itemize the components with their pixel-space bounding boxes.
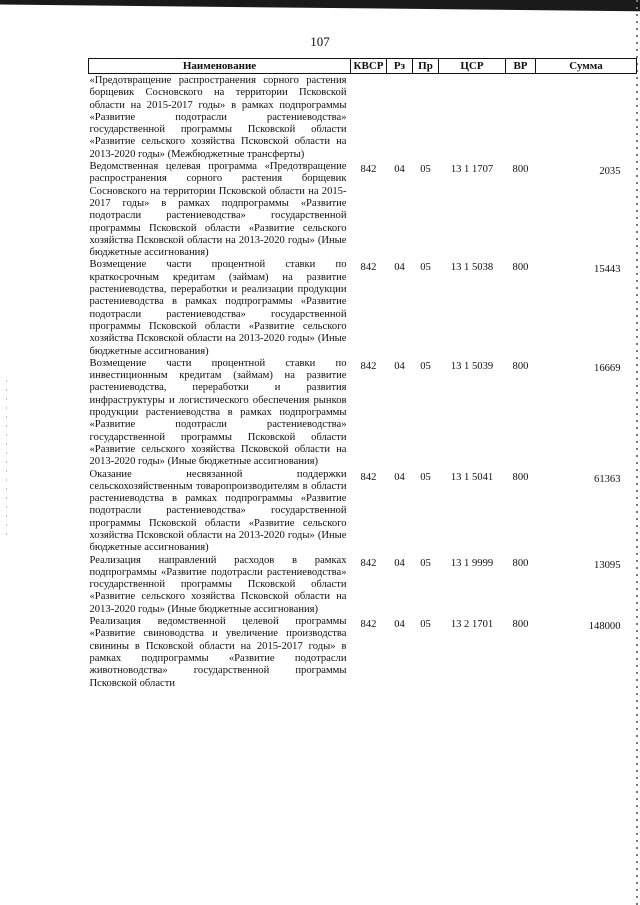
row-kvsr: 842 — [360, 164, 377, 176]
row-kvsr: 842 — [360, 262, 377, 274]
row-sum — [536, 74, 637, 162]
row-kvsr: 842 — [360, 619, 377, 631]
row-pr: 05 — [420, 262, 431, 274]
header-pr: Пр — [413, 59, 439, 74]
row-pr — [413, 74, 439, 162]
row-csr — [439, 74, 506, 162]
row-kvsr: 842 — [360, 360, 377, 372]
table-row — [89, 74, 637, 162]
row-name: Реализация ведомственной целевой программы «Развитие свиноводства и увеличение производства свинины в Псковской области на 2015-2017 годы» в рамках подпрограммы «Развитие подотрасли животноводства» государственной программы Псковской области — [89, 616, 347, 689]
row-sum: 61363 — [594, 473, 621, 485]
table-row — [89, 259, 637, 357]
row-csr: 13 1 1707 — [450, 164, 494, 176]
row-name: Оказание несвязанной поддержки сельскохозяйственным товаропроизводителям в области растениеводства в рамках подпрограммы «Развитие подотрасли растениеводства» государственной программы Псковской области «Развитие сельского хозяйства Псковской области на 2013-2020 годы» (Иные бюджетные ассигнования) — [89, 468, 347, 554]
row-vr: 800 — [512, 557, 529, 569]
table-row — [89, 358, 637, 469]
scan-top-border — [0, 0, 640, 12]
row-vr: 800 — [512, 471, 529, 483]
row-vr: 800 — [512, 262, 529, 274]
row-rz: 04 — [394, 557, 405, 569]
budget-table — [88, 58, 637, 690]
row-vr: 800 — [512, 619, 529, 631]
row-name: Возмещение части процентной ставки по инвестиционным кредитам (займам) на развитие растениеводства, переработки и развития инфраструктуры и логистического обеспечения рынков продукции растениеводства в рамках подпрограммы «Развитие подотрасли растениеводства» государственной программы Псковской области «Развитие сельского хозяйства Псковской области на 2013-2020 годы» (Иные бюджетные ассигнования) — [89, 357, 347, 468]
header-vr: ВР — [506, 59, 536, 74]
header-kvsr: КВСР — [351, 59, 387, 74]
row-name: Ведомственная целевая программа «Предотвращение распространения сорного растения борщевик Сосновского на территории Псковской области на 2015-2017 годы» в рамках подпрограммы «Развитие подотрасли растениеводства» государственной программы Псковской области «Развитие сельского хозяйства Псковской области на 2013-2020 годы» (Иные бюджетные ассигнования) — [89, 161, 347, 259]
row-name: Реализация направлений расходов в рамках подпрограммы «Развитие подотрасли растениеводства» государственной программы Псковской области «Развитие сельского хозяйства Псковской области на 2013-2020 годы» (Иные бюджетные ассигнования) — [89, 554, 347, 615]
row-pr: 05 — [420, 619, 431, 631]
table-row — [89, 555, 637, 616]
page-number: 107 — [310, 34, 330, 49]
row-rz — [387, 74, 413, 162]
row-vr — [506, 74, 536, 162]
row-sum: 16669 — [594, 362, 621, 374]
header-name: Наименование — [89, 59, 351, 74]
row-kvsr: 842 — [360, 557, 377, 569]
table-row — [89, 161, 637, 259]
row-sum: 2035 — [599, 166, 621, 178]
row-sum: 13095 — [594, 559, 621, 571]
scan-left-edge — [6, 380, 7, 540]
row-rz: 04 — [394, 360, 405, 372]
row-sum: 148000 — [588, 621, 621, 633]
row-csr: 13 2 1701 — [450, 619, 494, 631]
row-kvsr — [351, 74, 387, 162]
row-csr: 13 1 9999 — [450, 557, 494, 569]
table-row — [89, 469, 637, 555]
row-vr: 800 — [512, 360, 529, 372]
row-kvsr: 842 — [360, 471, 377, 483]
row-pr: 05 — [420, 471, 431, 483]
row-rz: 04 — [394, 619, 405, 631]
header-csr: ЦСР — [439, 59, 506, 74]
row-rz: 04 — [394, 164, 405, 176]
row-sum: 15443 — [594, 264, 621, 276]
row-pr: 05 — [420, 164, 431, 176]
row-name: Возмещение части процентной ставки по краткосрочным кредитам (займам) на развитие растениеводства, переработки и реализации продукции растениеводства в рамках подпрограммы «Развитие подотрасли растениеводства» государственной программы Псковской области «Развитие сельского хозяйства Псковской области на 2013-2020 годы» (Иные бюджетные ассигнования) — [89, 259, 347, 357]
table-row — [89, 616, 637, 690]
row-csr: 13 1 5038 — [450, 262, 494, 274]
row-rz: 04 — [394, 262, 405, 274]
row-vr: 800 — [512, 164, 529, 176]
table-header-row — [89, 59, 637, 74]
row-name: «Предотвращение распространения сорного растения борщевик Сосновского на территории Псковской области на 2015-2017 годы» в рамках подпрограммы «Развитие подотрасли растениеводства» государственной программы Псковской области «Развитие сельского хозяйства Псковской области на 2013-2020 годы» (Межбюджетные трансферты) — [89, 75, 347, 160]
row-pr: 05 — [420, 557, 431, 569]
row-rz: 04 — [394, 471, 405, 483]
row-pr: 05 — [420, 360, 431, 372]
header-rz: Рз — [387, 59, 413, 74]
row-csr: 13 1 5041 — [450, 471, 494, 483]
header-sum: Сумма — [536, 59, 637, 74]
budget-table-container — [88, 58, 636, 690]
row-csr: 13 1 5039 — [450, 360, 494, 372]
